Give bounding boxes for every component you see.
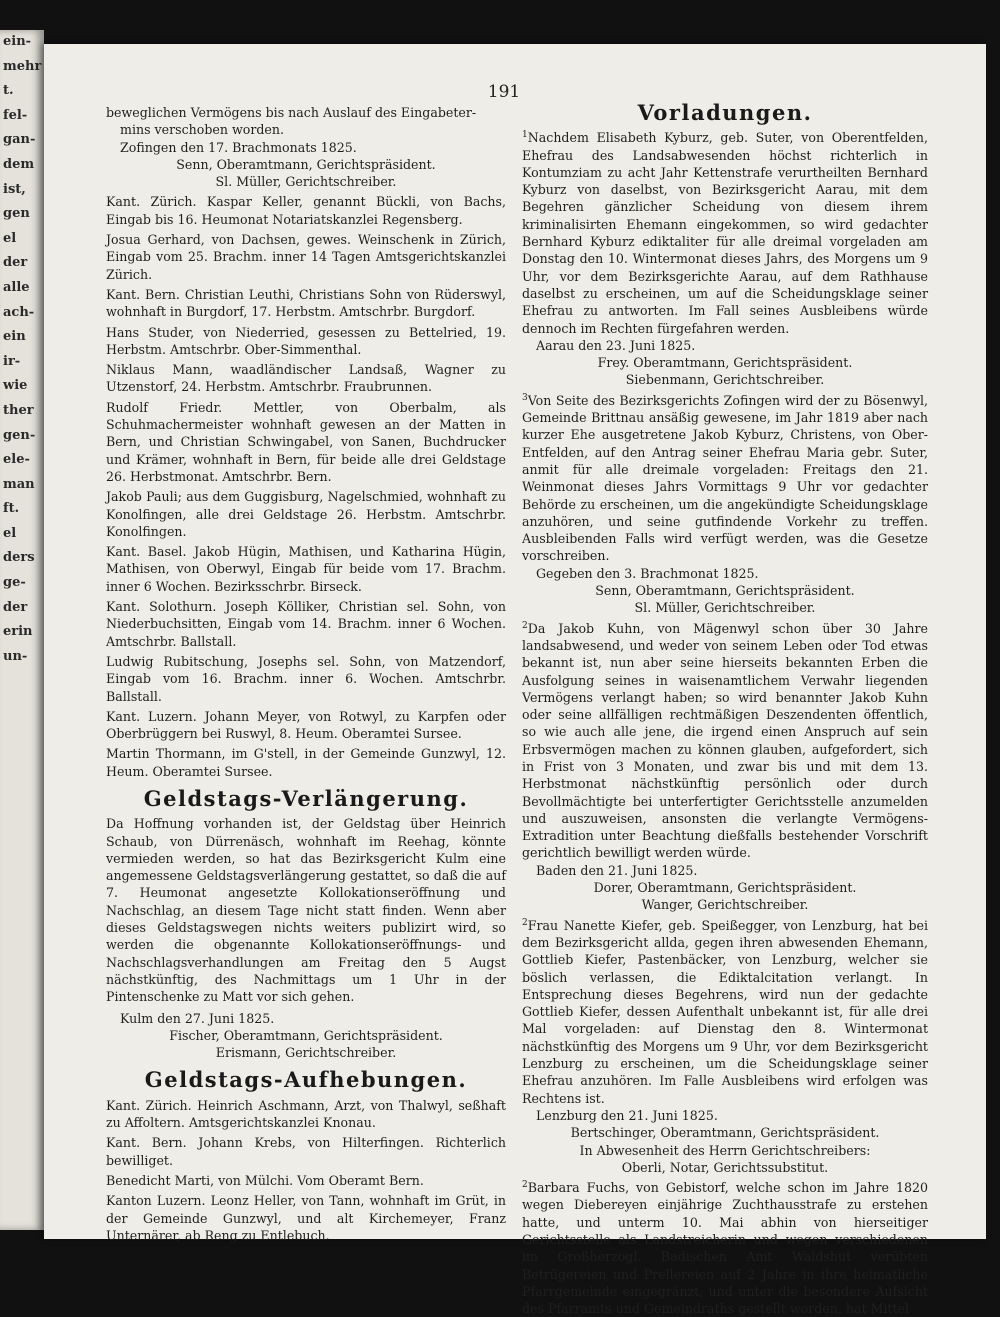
geldstag-entry: Jakob Pauli; aus dem Guggisburg, Nagelschmied, wohnhaft zu Konolfingen, alle drei Geldstage 26. Herbstm. Amtschrbr. Konolfingen. bbox=[106, 489, 506, 539]
geldstag-entry: Josua Gerhard, von Dachsen, gewes. Weinschenk in Zürich, Eingab vom 25. Brachm. inner 14 Tagen Amtsgerichtskanzlei Zürich. bbox=[106, 232, 506, 282]
notice-mark: 2 bbox=[522, 1179, 528, 1190]
signature-line: Siebenmann, Gerichtschreiber. bbox=[625, 372, 825, 388]
notice-date: Gegeben den 3. Brachmonat 1825. bbox=[536, 565, 759, 581]
notice-date: Lenzburg den 21. Juni 1825. bbox=[536, 1107, 718, 1123]
signature-line: Frey. Oberamtmann, Gerichtspräsident. bbox=[597, 355, 853, 371]
margin-fragment: ft. bbox=[3, 501, 20, 517]
margin-fragment: ein- bbox=[3, 34, 32, 49]
margin-fragment: ele- bbox=[3, 452, 30, 468]
geldstag-entry: Kant. Basel. Jakob Hügin, Mathisen, und Katharina Hügin, Mathisen, von Oberwyl, Eingab für beide vom 17. Brachm. inner 6 Wochen. Bezirksschrbr. Birseck. bbox=[106, 544, 506, 594]
notice-body: Nachdem Elisabeth Kyburz, geb. Suter, von Oberentfelden, Ehefrau des Landsabwesenden höchst richterlich in Kontumziam zu acht Jahr Kettenstrafe verurtheilten Bernhard Kyburz von daselbst, von Bezirksgericht Aarau, mit dem Begehren gänzlicher Scheidung von diesem ihrem kriminalisirten Ehemann eingekommen, so wird gedachter Bernhard Kyburz ediktaliter für alle dreimal vorgeladen am Donstag den 10. Wintermonat dieses Jahrs, des Morgens um 9 Uhr, vor dem Bezirksgerichte Aarau, auf dem Rathhause daselbst zu erscheinen, um auf die Scheidungsklage seiner Ehefrau zu antworten. Im Fall seines Ausbleibens würde dennoch im Rechten fürgefahren werden. bbox=[522, 130, 928, 336]
section-heading-aufhebungen: Geldstags-Aufhebungen. bbox=[144, 1067, 468, 1093]
notice-body: Frau Nanette Kiefer, geb. Speißegger, von Lenzburg, hat bei dem Bezirksgericht allda, gegen ihren abwesenden Ehemann, Gottlieb Kiefer, Pastenbäcker, von Lenzburg, welcher sie böslich verlassen, die Ediktalcitation verlangt. In Entsprechung dieses Begehrens, wird nun der gedachte Gottlieb Kiefer, dessen Aufenthalt unbekannt ist, für alle drei Mal vorgeladen: auf Dienstag den 8. Wintermonat nächstkünftig des Morgens um 9 Uhr, vor dem Bezirksgericht Lenzburg zu erscheinen, um die Scheidungsklage seiner Ehefrau anzuhören. Im Falle Ausbleibens wird erfolgen was Rechtens ist. bbox=[522, 917, 928, 1106]
margin-fragment: mehr bbox=[3, 58, 42, 74]
signature-line: Wanger, Gerichtschreiber. bbox=[641, 897, 809, 913]
notice-mark: 2 bbox=[522, 917, 528, 928]
geldstag-entry: Ludwig Rubitschung, Josephs sel. Sohn, von Matzendorf, Eingab vom 16. Brachm. inner 6. Wochen. Amtschrbr. Ballstall. bbox=[106, 653, 506, 704]
margin-fragment: gen- bbox=[3, 427, 36, 443]
margin-fragment: der bbox=[3, 599, 28, 615]
margin-fragment: fel- bbox=[3, 107, 28, 123]
verlaengerung-body: Da Hoffnung vorhanden ist, der Geldstag über Heinrich Schaub, von Dürrenäsch, wohnhaft im Reehag, könnte vermieden werden, so hat das Bezirksgericht Kulm eine angemessene Geldstagsverlängerung gestattet, so daß die auf 7. Heumonat angesetzte Kollokationseröffnung und Nachschlag, an diesem Tage nicht statt finden. Wenn aber dieses Geldstagswegen nichts weiters publizirt wird, so werden die obgenannte Kollokationseröffnungs- und Nachschlagsverhandlungen am Freitag den 5 Augst nächstkünftig, des Nachmittags um 1 Uhr in der Pintenschenke zu Matt vor sich gehen. bbox=[106, 816, 506, 1005]
margin-fragment: gan- bbox=[3, 132, 36, 148]
margin-fragment: t. bbox=[3, 83, 14, 99]
intro-block bbox=[106, 104, 506, 190]
margin-fragment: el bbox=[3, 525, 17, 541]
geldstag-entry: Hans Studer, von Niederried, gesessen zu Bettelried, 19. Herbstm. Amtschrbr. Ober-Simmenthal. bbox=[106, 324, 506, 357]
notice-mark: 2 bbox=[522, 620, 528, 631]
right-column bbox=[522, 100, 928, 1317]
margin-fragment: wie bbox=[3, 378, 28, 394]
geldstag-entry: Kant. Bern. Christian Leuthi, Christians Sohn von Rüderswyl, wohnhaft in Burgdorf, 17. Herbstm. Amtschrbr. Burgdorf. bbox=[106, 286, 506, 320]
geldstag-entry: Kant. Zürich. Kaspar Keller, genannt Bückli, von Bachs, Eingab bis 16. Heumonat Notariatskanzlei Regensberg. bbox=[106, 194, 506, 227]
adjacent-page-edge bbox=[0, 30, 44, 1230]
notice-paragraph bbox=[522, 392, 928, 565]
signature-line: Fischer, Oberamtmann, Gerichtspräsident. bbox=[169, 1027, 443, 1043]
margin-fragment: der bbox=[3, 255, 28, 271]
notice-body: Barbara Fuchs, von Gebistorf, welche schon im Jahre 1820 wegen Diebereyen einjährige Zuchthausstrafe zu erstehen hatte, und unterm 10. Mai abhin von hierseitiger Gerichtsstelle als Landstreicherin und wegen verschiedenen im Großherzogl. Badischen Amt Waldshut verübten Betrügereien und Prellereien auf 2 Jahre in ihre heimatliche Pfarrgemeinde eingegränzt, und unter die besondere Aufsicht des Pfarramts und Gemeindraths gestellt worden, hat Mittel bbox=[522, 1180, 928, 1317]
signature-line: Oberli, Notar, Gerichtssubstitut. bbox=[621, 1159, 829, 1175]
intro-date: Zofingen den 17. Brachmonats 1825. bbox=[120, 139, 357, 155]
signature-line: In Abwesenheit des Herrn Gerichtschreibers: bbox=[579, 1142, 871, 1158]
margin-fragment: un- bbox=[3, 648, 28, 664]
geldstag-entry: Martin Thormann, im G'stell, in der Gemeinde Gunzwyl, 12. Heum. Oberamtei Sursee. bbox=[106, 746, 506, 779]
notice-paragraph bbox=[522, 620, 928, 862]
geldstag-entries bbox=[106, 193, 506, 780]
margin-fragment: ein bbox=[3, 329, 26, 345]
signature-line: Senn, Oberamtmann, Gerichtspräsident. bbox=[595, 583, 855, 599]
margin-fragment: ir- bbox=[3, 353, 21, 369]
margin-fragment: ist, bbox=[3, 181, 26, 197]
signature-line: Sl. Müller, Gerichtschreiber. bbox=[634, 600, 816, 616]
notice-body: Von Seite des Bezirksgerichts Zofingen wird der zu Bösenwyl, Gemeinde Brittnau ansäßig gewesene, im Jahr 1819 aber nach kurzer Ehe ausgetretene Jakob Kyburz, Christens, von Ober-Entfelden, auf den Antrag seiner Ehefrau Maria gebr. Suter, anmit für alle dreimale vorgeladen: Freitags den 21. Weinmonat dieses Jahrs Vormittags 9 Uhr vor gedachter Behörde zu erscheinen, um die angekündigte Scheidungsklage anzuhören, und seine gutfindende Vorkehr zu treffen. Ausbleibenden Falls wird verfügt werden, was die Gesetze vorschreiben. bbox=[522, 392, 928, 564]
notice-paragraph bbox=[522, 129, 928, 337]
margin-fragment: dem bbox=[3, 156, 35, 172]
margin-fragment: erin bbox=[3, 624, 33, 640]
geldstag-entry: Kant. Luzern. Johann Meyer, von Rotwyl, zu Karpfen oder Oberbrüggern bei Ruswyl, 8. Heum. Oberamtei Sursee. bbox=[106, 708, 506, 742]
margin-fragment: ders bbox=[3, 550, 35, 566]
signature-line: Dorer, Oberamtmann, Gerichtspräsident. bbox=[593, 880, 857, 896]
signature-line: Sl. Müller, Gerichtschreiber. bbox=[215, 174, 397, 190]
document-page bbox=[44, 44, 986, 1317]
page-number: 191 bbox=[487, 82, 521, 102]
intro-line: mins verschoben worden. bbox=[120, 122, 284, 138]
geldstag-entry: Rudolf Friedr. Mettler, von Oberbalm, als Schuhmachermeister wohnhaft gewesen an der Matten in Bern, und Christian Schwingabel, von Sanen, Buchdrucker und Krämer, wohnhaft in Bern, für beide alle drei Geldstage 26. Herbstmonat. Amtschrbr. Bern. bbox=[106, 399, 506, 484]
aufhebung-entry: Benedicht Marti, von Mülchi. Vom Oberamt Bern. bbox=[106, 1172, 424, 1188]
section-heading-verlaengerung: Geldstags-Verlängerung. bbox=[143, 785, 469, 811]
notice-paragraph bbox=[522, 1179, 928, 1317]
notice-body: Da Jakob Kuhn, von Mägenwyl schon über 30 Jahre landsabwesend, und weder von seinem Leben oder Tod etwas bekannt ist, nun aber seine hierseits bekannten Erben die Ausfolgung seines in waisenamtlichem Verwahr liegenden Vermögens verlangt haben; so wird benannter Jakob Kuhn oder seine allfälligen rechtmäßigen Deszendenten öffentlich, so wie auch alle jene, die irgend einen Anspruch auf sein Erbsvermögen machen zu können glauben, aufgefordert, sich in Frist von 3 Monaten, und zwar bis und mit dem 13. Herbstmonat nächstkünftig persönlich oder durch Bevollmächtigte bei unterfertigter Gerichtsstelle anzumelden und auszuweisen, ansonsten die verlangte Vermögens-Extradition unter Beachtung dießfalls bestehender Vorschrift gerichtlich bewilligt werden würde. bbox=[522, 620, 928, 861]
section-heading-vorladungen: Vorladungen. bbox=[637, 100, 813, 125]
signature-line: Bertschinger, Oberamtmann, Gerichtspräsident. bbox=[570, 1125, 880, 1141]
margin-fragment: alle bbox=[3, 279, 30, 295]
margin-fragment: ach- bbox=[3, 304, 35, 320]
signature-line: Erismann, Gerichtschreiber. bbox=[215, 1045, 397, 1061]
margin-fragment: man bbox=[3, 476, 35, 492]
signature-line: Senn, Oberamtmann, Gerichtspräsident. bbox=[176, 156, 436, 172]
notice-mark: 3 bbox=[522, 392, 528, 403]
margin-fragment: ther bbox=[3, 402, 34, 418]
intro-line: beweglichen Vermögens bis nach Auslauf des Eingabeter- bbox=[106, 105, 477, 120]
notice-paragraph bbox=[522, 917, 928, 1107]
margin-fragment: gen bbox=[3, 206, 30, 222]
margin-fragment: el bbox=[3, 230, 17, 246]
aufhebung-entry: Kant. Bern. Johann Krebs, von Hilterfingen. Richterlich bewilliget. bbox=[106, 1135, 506, 1168]
notice-mark: 1 bbox=[522, 130, 528, 141]
left-column bbox=[106, 104, 506, 1244]
notice-date: Baden den 21. Juni 1825. bbox=[536, 862, 698, 878]
aufhebung-entry: Kanton Luzern. Leonz Heller, von Tann, wohnhaft im Grüt, in der Gemeinde Gunzwyl, und alt Kirchemeyer, Franz Unternärer, ab Reng zu Entlebuch. bbox=[106, 1193, 506, 1243]
verlaengerung-date: Kulm den 27. Juni 1825. bbox=[120, 1010, 275, 1026]
aufhebung-entry: Kant. Zürich. Heinrich Aschmann, Arzt, von Thalwyl, seßhaft zu Affoltern. Amtsgerichtskanzlei Knonau. bbox=[106, 1097, 506, 1131]
margin-fragment: ge- bbox=[3, 575, 26, 591]
aufhebungen-entries bbox=[106, 1097, 506, 1244]
geldstag-entry: Niklaus Mann, waadländischer Landsaß, Wagner zu Utzenstorf, 24. Herbstm. Amtschrbr. Fraubrunnen. bbox=[106, 362, 506, 395]
notice-date: Aarau den 23. Juni 1825. bbox=[536, 337, 696, 353]
geldstag-entry: Kant. Solothurn. Joseph Kölliker, Christian sel. Sohn, von Niederbuchsitten, Eingab vom 14. Brachm. inner 6 Wochen. Amtschrbr. Ballstall. bbox=[106, 599, 506, 649]
